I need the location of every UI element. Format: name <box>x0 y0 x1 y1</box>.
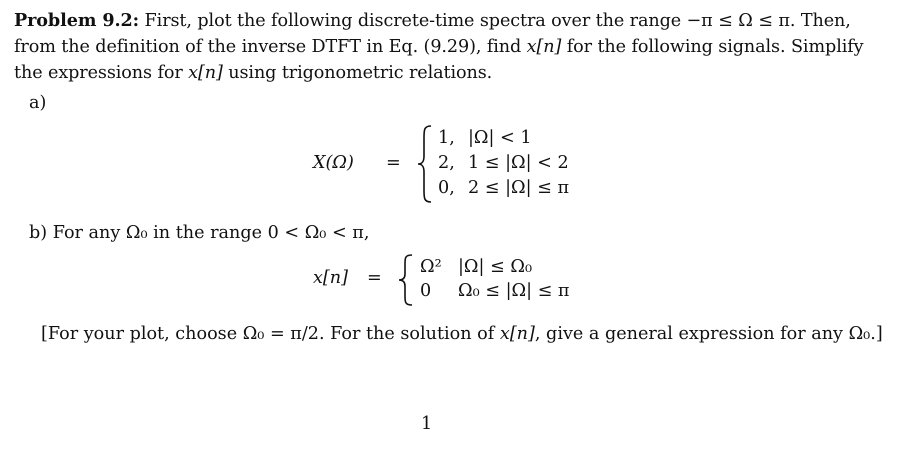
problem-intro-3: using trigonometric relations. <box>222 63 493 83</box>
case-value: 2, <box>438 153 455 173</box>
case-row <box>438 151 569 176</box>
equation-a-cases <box>438 126 569 201</box>
case-row <box>438 126 569 151</box>
equation-b-cases <box>420 255 570 303</box>
problem-intro-2: for the following signals. Simplify the expressions for <box>14 37 864 83</box>
signal-symbol: x[n] <box>526 37 562 57</box>
equation-a-lhs: X(Ω) <box>313 153 354 173</box>
part-a-label: a) <box>29 93 47 113</box>
problem-intro-1: First, plot the following discrete-time spectra over the range −π ≤ Ω ≤ π. Then, from the definition of the inverse DTFT in Eq. (9.29), find <box>14 11 851 57</box>
case-condition: 1 ≤ |Ω| < 2 <box>468 153 569 173</box>
case-condition: |Ω| < 1 <box>468 128 532 148</box>
case-row <box>420 255 570 279</box>
case-row <box>438 176 569 201</box>
note-text-1: [For your plot, choose Ω₀ = π/2. For the solution of <box>41 324 500 344</box>
part-b-label: b) For any Ω₀ in the range 0 < Ω₀ < π, <box>29 223 370 243</box>
case-condition: 2 ≤ |Ω| ≤ π <box>468 178 570 198</box>
case-condition: Ω₀ ≤ |Ω| ≤ π <box>458 281 570 301</box>
case-condition: |Ω| ≤ Ω₀ <box>458 257 533 277</box>
problem-statement <box>14 8 894 86</box>
equation-b-lhs: x[n] <box>313 268 348 288</box>
page-number: 1 <box>421 414 433 434</box>
problem-heading: Problem 9.2: <box>14 10 140 31</box>
signal-symbol: x[n] <box>499 324 535 344</box>
plot-note <box>41 321 891 347</box>
signal-symbol: x[n] <box>188 63 223 83</box>
left-brace-icon <box>416 124 434 204</box>
case-value: 1, <box>438 128 455 148</box>
left-brace-icon <box>397 253 415 307</box>
case-row <box>420 279 570 303</box>
equation-b-equals: = <box>367 268 382 288</box>
case-value: 0, <box>438 178 455 198</box>
case-value: 0 <box>420 281 432 301</box>
equation-a-equals: = <box>386 153 401 173</box>
note-text-2: , give a general expression for any Ω₀.] <box>534 324 883 344</box>
case-value: Ω² <box>420 257 442 277</box>
